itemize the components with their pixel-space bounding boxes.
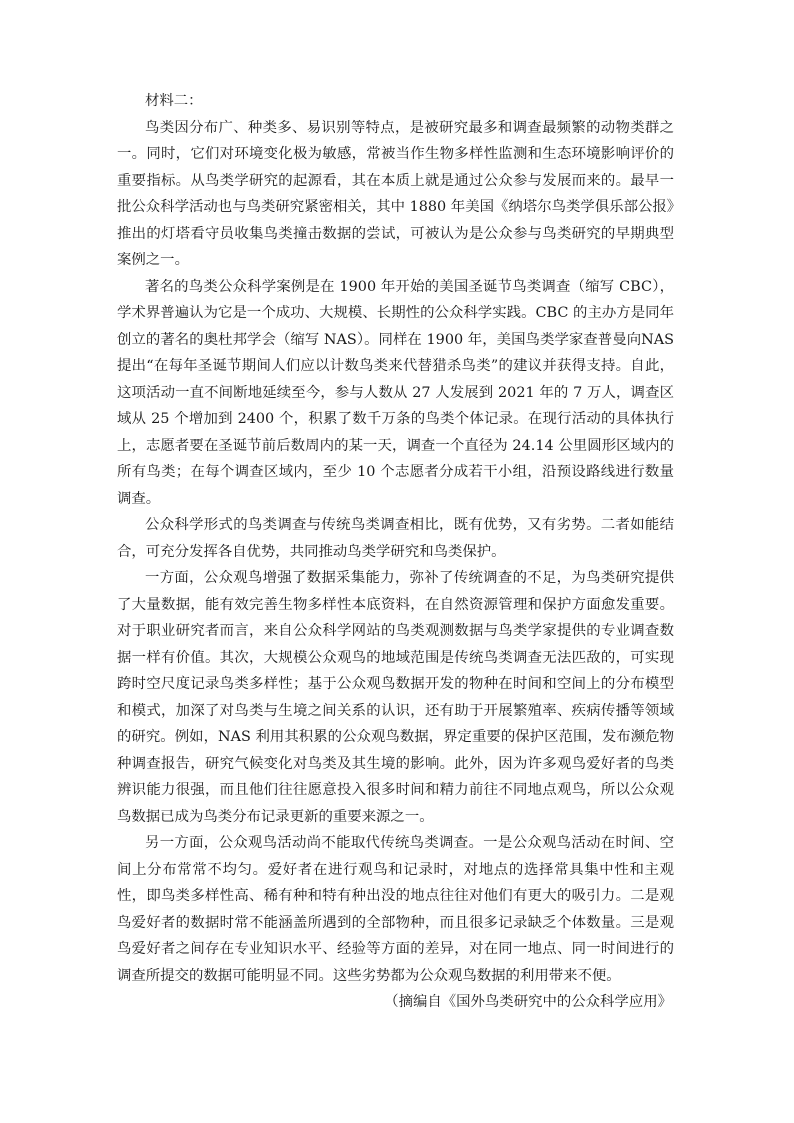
paragraph-4: 一方面，公众观鸟增强了数据采集能力，弥补了传统调查的不足，为鸟类研究提供了大量数据，能有效完善生物多样性本底资料，在自然资源管理和保护方面愈发重要。对于职业研究者而言，来自公众科学网站的鸟类观测数据与鸟类学家提供的专业调查数据一样有价值。其次，大规模公众观鸟的地域范围是传统鸟类调查无法匹敌的，可实现跨时空尺度记录鸟类多样性；基于公众观鸟数据开发的物种在时间和空间上的分布模型和模式，加深了对鸟类与生境之间关系的认识，还有助于开展繁殖率、疾病传播等领域的研究。例如，NAS 利用其积累的公众观鸟数据，界定重要的保护区范围，发布濒危物种调查报告，研究气候变化对鸟类及其生境的影响。此外，因为许多观鸟爱好者的鸟类辨识能力很强，而且他们往往愿意投入很多时间和精力前往不同地点观鸟，所以公众观鸟数据已成为鸟类分布记录更新的重要来源之一。 bbox=[117, 570, 674, 825]
paragraph-1: 鸟类因分布广、种类多、易识别等特点，是被研究最多和调查最频繁的动物类群之一。同时，它们对环境变化极为敏感，常被当作生物多样性监测和生态环境影响评价的重要指标。从鸟类学研究的起源看，其在本质上就是通过公众参与发展而来的。最早一批公众科学活动也与鸟类研究紧密相关，其中 1880 年美国《纳塔尔鸟类学俱乐部公报》推出的灯塔看守员收集鸟类撞击数据的尝试，可被认为是公众参与鸟类研究的早期典型案例之一。 bbox=[117, 119, 674, 268]
source-citation: （摘编自《国外鸟类研究中的公众科学应用》 bbox=[384, 994, 672, 1010]
paragraph-5: 另一方面，公众观鸟活动尚不能取代传统鸟类调查。一是公众观鸟活动在时间、空间上分布常常不均匀。爱好者在进行观鸟和记录时，对地点的选择常具集中性和主观性，即鸟类多样性高、稀有种和特有种出没的地点往往对他们有更大的吸引力。二是观鸟爱好者的数据时常不能涵盖所遇到的全部物种，而且很多记录缺乏个体数量。三是观鸟爱好者之间存在专业知识水平、经验等方面的差异，对在同一地点、同一时间进行的调查所提交的数据可能明显不同。这些劣势都为公众观鸟数据的利用带来不便。 bbox=[117, 835, 674, 984]
material-heading: 材料二： bbox=[145, 93, 203, 109]
paragraph-2: 著名的鸟类公众科学案例是在 1900 年开始的美国圣诞节鸟类调查（缩写 CBC），学术界普遍认为它是一个成功、大规模、长期性的公众科学实践。CBC 的主办方是同年创立的著名的奥杜邦学会（缩写 NAS）。同样在 1900 年，美国鸟类学家查普曼向NAS 提出“在每年圣诞节期间人们应以计数鸟类来代替猎杀鸟类”的建议并获得支持。自此，这项活动一直不间断地延续至今，参与人数从 27 人发展到 2021 年的 7 万人，调查区域从 25 个增加到 2400 个，积累了数千万条的鸟类个体记录。在现行活动的具体执行上，志愿者要在圣诞节前后数周内的某一天，调查一个直径为 24.14 公里圆形区域内的所有鸟类；在每个调查区域内，至少 10 个志愿者分成若干小组，沿预设路线进行数量调查。 bbox=[117, 278, 674, 507]
paragraph-3: 公众科学形式的鸟类调查与传统鸟类调查相比，既有优势，又有劣势。二者如能结合，可充分发挥各自优势，共同推动鸟类学研究和鸟类保护。 bbox=[117, 517, 674, 560]
